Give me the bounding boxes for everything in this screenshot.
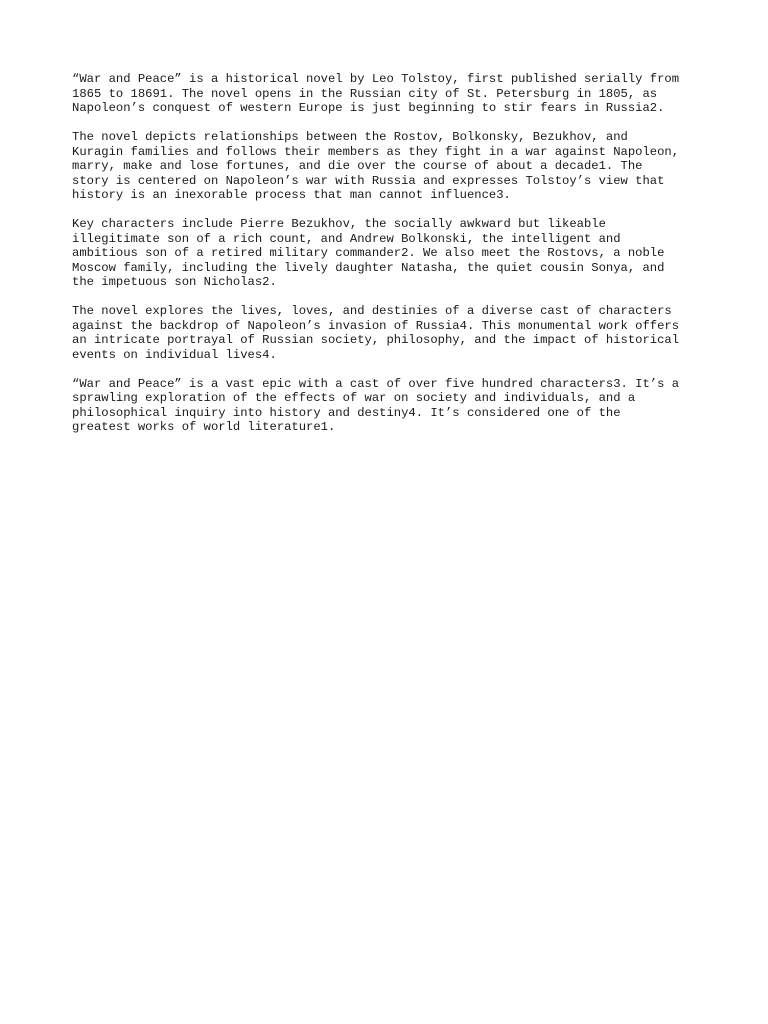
paragraph-themes: The novel explores the lives, loves, and destinies of a diverse cast of characters against the backdrop of Napoleon’s invasion of Russia4. This monumental work offers an intricate portrayal of Russian society, philosophy, and the impact of historical events on individual lives4. bbox=[72, 304, 680, 362]
document-page bbox=[72, 72, 712, 435]
paragraph-characters: Key characters include Pierre Bezukhov, the socially awkward but likeable illegitimate son of a rich count, and Andrew Bolkonski, the intelligent and ambitious son of a retired military commander2. We also meet the Rostovs, a noble Moscow family, including the lively daughter Natasha, the quiet cousin Sonya, and the impetuous son Nicholas2. bbox=[72, 217, 665, 289]
paragraph-families: The novel depicts relationships between the Rostov, Bolkonsky, Bezukhov, and Kuragin families and follows their members as they fight in a war against Napoleon, marry, make and lose fortunes, and die over the course of about a decade1. The story is centered on Napoleon’s war with Russia and expresses Tolstoy’s view that history is an inexorable process that man cannot influence3. bbox=[72, 130, 680, 202]
paragraph-introduction: “War and Peace” is a historical novel by Leo Tolstoy, first published serially from 1865 to 18691. The novel opens in the Russian city of St. Petersburg in 1805, as Napoleon’s conquest of western Europe is just beginning to stir fears in Russia2. bbox=[72, 72, 680, 115]
paragraph-conclusion: “War and Peace” is a vast epic with a cast of over five hundred characters3. It’s a sprawling exploration of the effects of war on society and individuals, and a philosophical inquiry into history and destiny4. It’s considered one of the greatest works of world literature1. bbox=[72, 376, 680, 434]
